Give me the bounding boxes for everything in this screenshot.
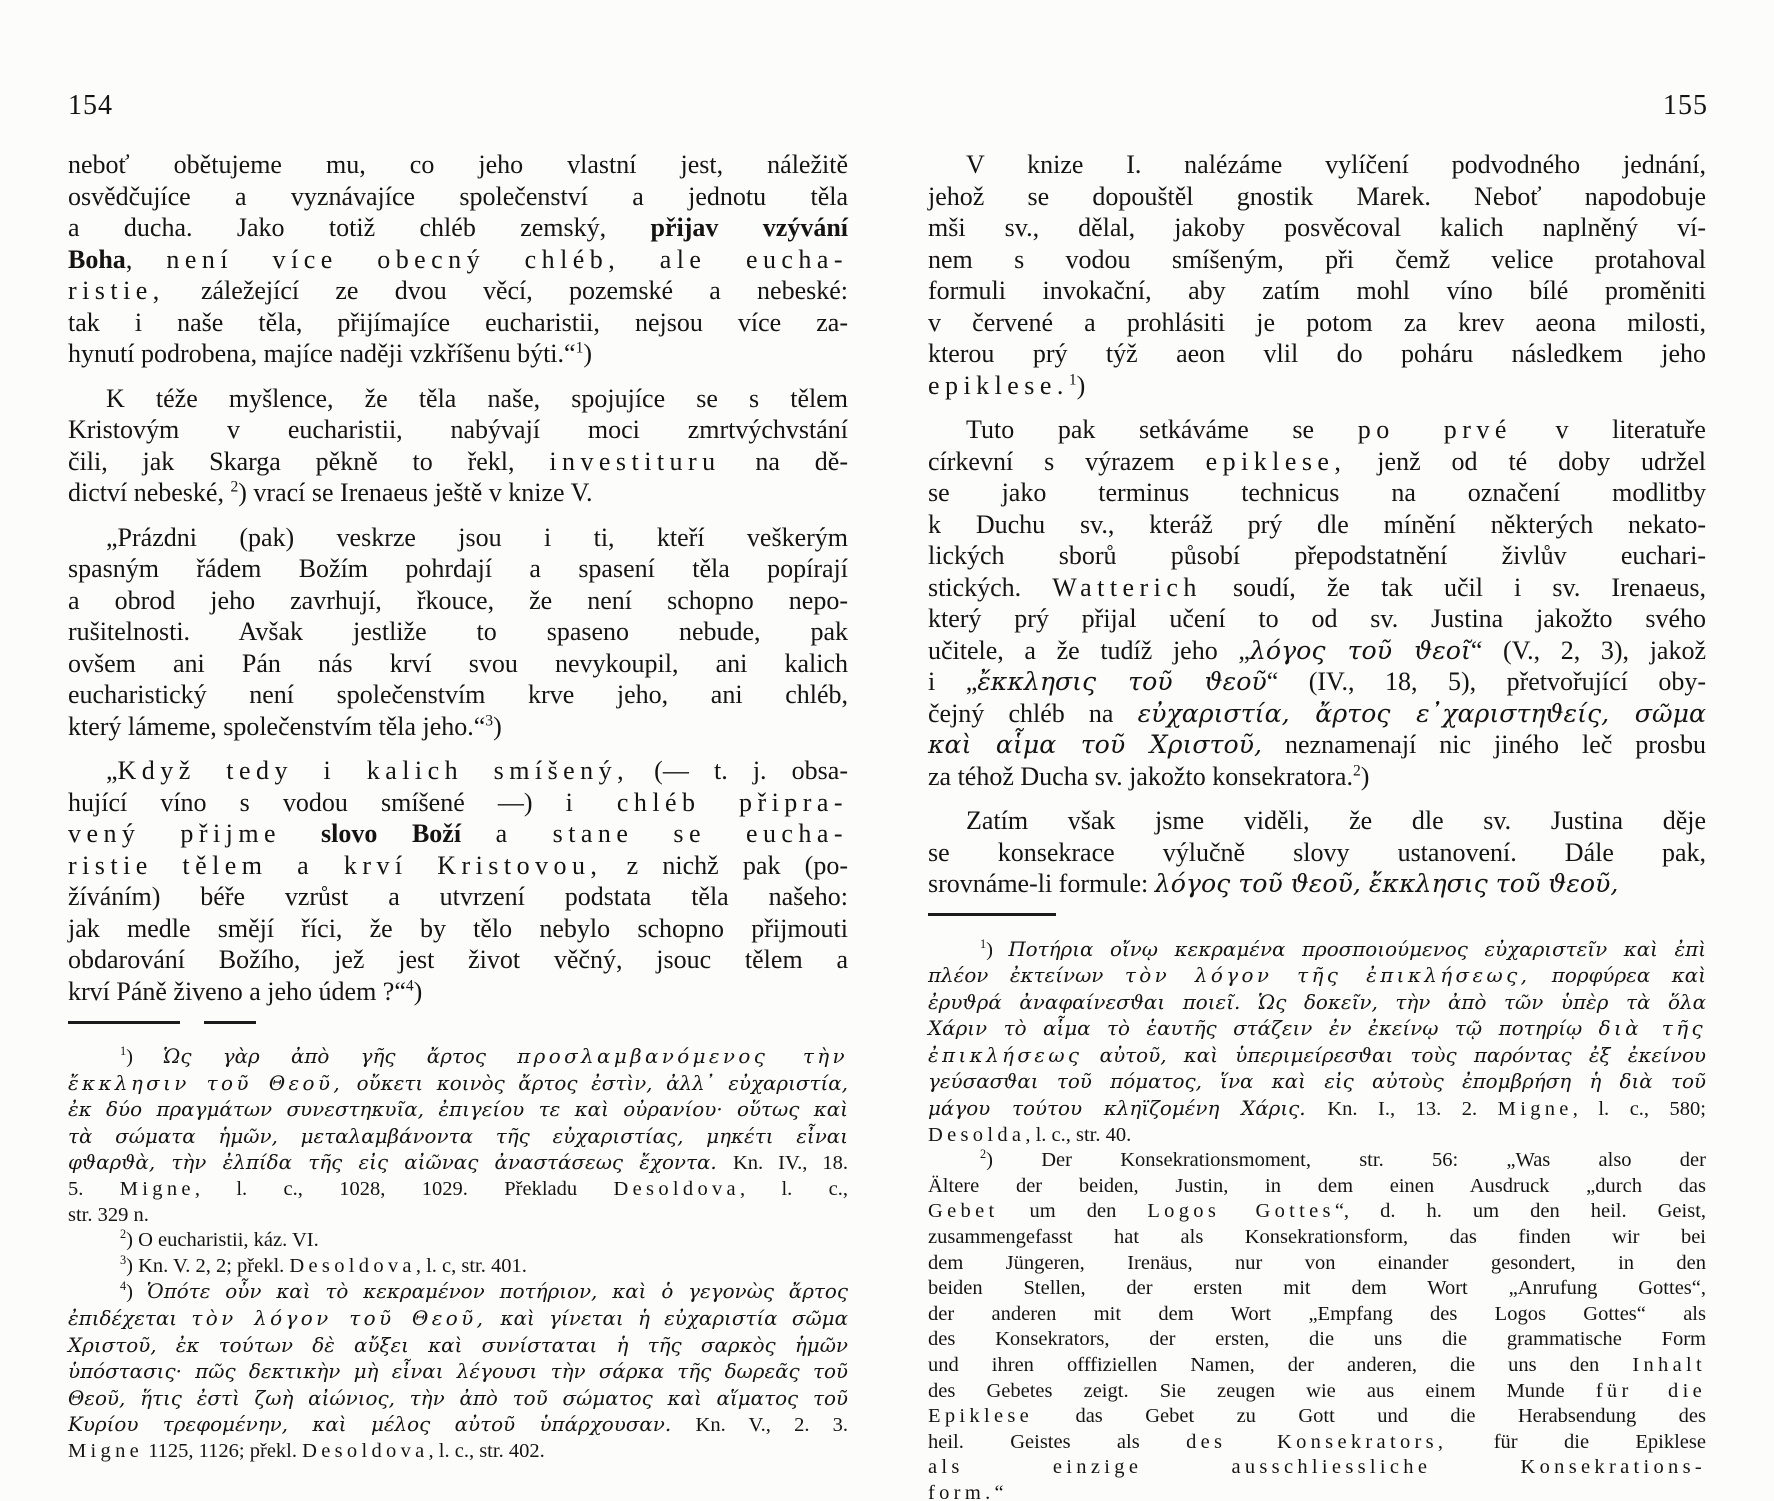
text-segment: Boha [68,244,126,274]
greek-text: αὐτοῦ, καὶ ὑπεριμείρεσϑαι τοὺς παρόντας ἐξ ἐκείνου [1082,1043,1706,1067]
text-segment: čejný chléb na [928,698,1138,728]
text-segment: ) [1076,370,1086,400]
footnotes-block [68,1044,848,1465]
text-segment: Migne [68,1439,144,1462]
greek-text: καὶ αἷμα τοῦ Χριστοῦ, [928,730,1263,759]
text-line [928,212,1706,244]
text-segment: k Duchu sv., kteráž prý dle mínění některých nekato- [928,509,1706,539]
text-segment: Desoldova [613,1177,740,1200]
footnote-ref: 4 [405,976,414,994]
greek-text: πλέον ἐκτείνων [928,964,1125,988]
footnote [68,1279,848,1464]
text-segment: str. 329 n. [68,1203,149,1226]
text-segment: neboť obětujeme mu, co jeho vlastní jest, náležitě [68,150,848,179]
footnote [928,1148,1706,1501]
greek-text: μάγου τούτου κληϊζομένη Χάρις. [928,1097,1328,1121]
text-segment: des Konsekrators, der ersten, die uns die grammatische Form [928,1328,1706,1351]
text-segment: 5. [68,1177,120,1200]
text-line [928,1276,1706,1302]
text-line [928,149,1706,181]
text-line [928,509,1706,541]
text-line [928,868,1706,900]
text-line [928,1353,1706,1379]
text-line [928,1225,1706,1251]
text-segment: formuli invokační, aby zatím mohl víno bílé proměniti [928,276,1706,305]
text-segment: není více obecný chléb, ale eucha- [166,244,848,274]
paragraph [928,414,1706,792]
text-line [68,648,848,680]
text-segment: als einzige ausschliessliche Konsekrations- [928,1456,1706,1479]
text-line [928,1302,1706,1328]
text-segment: lických sborů působí přepodstatnění živlův euchari- [928,541,1706,570]
greek-text: καὶ γίνεται ἡ εὐχαριστία σῶμα [486,1306,848,1330]
text-line [928,635,1706,667]
text-segment: , l. c, str. 401. [415,1254,527,1277]
text-line [68,149,848,181]
text-segment: form.“ [928,1481,1008,1501]
greek-text: ὑπόστασις· πῶς δεκτικὴν μὴ εἶναι λέγουσι τὴν σάρκα τῆς δωρεᾶς τοῦ [68,1360,848,1384]
text-line [68,1333,848,1360]
paragraph [928,805,1706,900]
text-segment: “ (IV., 18, 5), přetvořující oby- [1266,667,1707,696]
text-line [928,1251,1706,1277]
greek-text: προσλαμβανόμενος τὴν [517,1045,849,1068]
text-line [928,1016,1706,1043]
text-segment: stických. [928,572,1053,602]
text-segment: heil. Geistes als [928,1430,1187,1453]
footnote [928,937,1706,1149]
text-line [68,1306,848,1333]
footnote-separator [928,913,1706,917]
text-line [928,805,1706,837]
text-segment: Kn. V., 2. 3. [695,1414,848,1437]
greek-text: Κυρίου τρεφομένην, καὶ μέλος αὐτοῦ ὑπάρχουσαν. [68,1413,696,1437]
text-line [928,1043,1706,1070]
text-line [928,963,1706,990]
text-line [68,1150,848,1177]
text-segment: Inhalt [1632,1354,1706,1376]
text-line [928,370,1706,402]
text-line [928,1455,1706,1481]
text-segment: um den [998,1200,1148,1223]
greek-text: τὸν λόγον τῆς ἐπικλήσεως, [1124,964,1531,988]
text-line [928,244,1706,276]
text-segment: přijav vzývání [650,213,849,242]
text-segment: osvědčujíce a vyznávajíce společenství a jednotu těla [68,181,848,211]
text-segment: hující víno s vodou smíšené —) [68,787,566,817]
text-segment: (— t. j. obsa- [629,756,848,785]
text-line [68,275,848,307]
text-line [928,761,1706,793]
text-segment: žíváním) béře vzrůst a utvrzení podstata těla našeho: [68,882,848,911]
text-line [68,850,848,882]
text-segment: Kn. IV., 18. [732,1152,848,1175]
footnote-ref: 2 [980,1147,987,1162]
text-segment: ovšem ani Pán nás krví svou nevykoupil, ani kalich [68,648,848,678]
text-segment: v literatuře [1511,415,1706,444]
text-line [68,711,848,743]
text-line [68,976,848,1008]
text-line [928,1481,1706,1501]
text-line [68,383,848,415]
paragraph [928,149,1706,401]
text-line [928,1096,1706,1123]
greek-text: ἐρυϑρά ἀναφαίνεσϑαι ποιεῖ. Ὡς δοκεῖν, τὴν ἀπὸ τῶν ὑπὲρ τὰ ὅλα [928,990,1706,1014]
footnote-ref: 4 [120,1279,127,1294]
text-segment: des Konsekrators, [1186,1430,1448,1453]
text-line [928,338,1706,370]
text-line [68,477,848,509]
paragraph [68,383,848,509]
text-segment: ) [126,1281,147,1304]
footnote-ref: 2 [230,478,239,496]
separator-dash [68,1021,180,1024]
footnote [68,1254,848,1280]
text-segment: srovnáme-li formule: [928,869,1155,898]
text-line [68,616,848,648]
text-segment: z nichž pak (po- [602,850,848,880]
text-segment: učitele, a že tudíž jeho „ [928,635,1250,665]
footnotes-block [928,937,1706,1501]
text-segment: a ducha. Jako totiž chléb zemský, [68,213,651,242]
greek-text: ἔκκλησιν τοῦ Θεοῦ, [68,1071,344,1095]
text-segment: des Gebetes zeigt. Sie zeugen wie aus einem Munde [928,1379,1596,1402]
text-line [928,477,1706,509]
text-segment: krví Páně živeno a jeho údem ?“ [68,976,406,1006]
text-line [68,787,848,819]
text-segment: , l. c., [739,1177,849,1200]
text-segment: i „ [928,667,978,696]
greek-text: οὔκετι κοινὸς ἄρτος ἐστὶν, ἀλλ᾽ εὐχαριστία, [343,1071,848,1095]
text-segment: , l. c., 1028, 1029. Překladu [194,1177,614,1200]
text-segment: Když tedy i kalich smíšený, [117,756,630,785]
footnote-ref: 3 [485,711,494,729]
greek-text: Ποτήρια οἴνῳ κεκραμένα προσποιούμενος εὐχαριστεῖν καὶ ἐπὶ [1008,937,1707,961]
text-line [928,1379,1706,1405]
text-segment: nem s vodou smíšeným, při čemž velice protahoval [928,244,1706,274]
text-line [68,944,848,976]
greek-text: Χριστοῦ, ἐκ τούτων δὲ αὔξει καὶ συνίσταται ἡ τῆς σαρκὸς ἡμῶν [68,1333,848,1357]
text-line [68,679,848,711]
text-segment: epiklese, [1205,446,1347,476]
text-segment: Zatím však jsme viděli, že dle sv. Justina děje [966,806,1706,835]
text-segment: zusammengefasst hat als Konsekrationsform, das finden wir bei [928,1226,1706,1249]
text-line [928,1404,1706,1430]
footnote-ref: 1 [1068,370,1077,388]
text-segment: spasným řádem Božím pohrdají a spasení těla popírají [68,554,848,583]
text-line [928,275,1706,307]
text-segment: ) Der Konsekrationsmoment, str. 56: „Was also der [986,1149,1706,1172]
text-line [68,1044,848,1071]
greek-text: Ὁπότε οὖν καὶ τὸ κεκραμένον ποτήριον, καὶ ὁ γεγονὼς ἄρτος [146,1280,849,1304]
text-segment: der anderen mit dem Wort „Empfang des Logos Gottes“ als [928,1302,1706,1325]
text-segment: epiklese. [928,370,1069,400]
text-segment: ) [1360,761,1370,791]
text-segment: Logos Gottes [1147,1200,1335,1223]
footnote-ref: 2 [120,1227,127,1242]
text-segment: und ihren offfiziellen Namen, der anderen, die uns den [928,1354,1633,1376]
greek-text: πορφύρεα καὶ [1530,964,1706,988]
text-segment: neznamenají nic jiného leč prosbu [1262,730,1706,759]
text-segment: mši sv., dělal, jakoby posvěcoval kalich naplněný ví- [928,213,1706,242]
text-segment: Migne [119,1177,195,1200]
text-segment: für die Epiklese [1447,1430,1706,1453]
text-segment: für die [1595,1379,1706,1402]
text-segment: slovo Boží [321,819,462,848]
text-segment: , l. c., 580; [1572,1098,1707,1121]
text-line [928,1430,1706,1456]
text-segment: Desoldova [302,1439,429,1462]
text-line [68,446,848,478]
text-segment: čili, jak Skarga pěkně to řekl, [68,446,550,476]
text-segment: za téhož Ducha sv. jakožto konsekratora. [928,761,1353,791]
text-segment: investituru [549,446,721,476]
text-line [928,666,1706,698]
greek-text: ἐπικλήσεως [928,1043,1083,1067]
text-line [68,818,848,850]
greek-text: τὸν λόγον τοῦ Θεοῦ, [191,1306,487,1330]
text-segment: eucharistický není společenstvím krve jeho, ani chléb, [68,680,848,709]
paragraph [68,149,848,370]
text-line [68,881,848,913]
text-segment: rušitelnosti. Avšak jestliže to spaseno nebude, pak [68,617,848,646]
text-line [68,1124,848,1151]
text-segment: církevní s výrazem [928,446,1206,476]
text-segment: ristie, [68,276,165,305]
text-line [68,1228,848,1254]
greek-text: Θεοῦ, ἥτις ἐστὶ ζωὴ αἰώνιος, τὴν ἀπὸ τοῦ σώματος καὶ αἵματος τοῦ [68,1386,848,1410]
text-segment: a obrod jeho zavrhují, řkouce, že není schopno nepo- [68,585,848,615]
text-segment: Epiklese [928,1405,1034,1428]
greek-text: ἐκ δύο πραγμάτων συνεστηκυῖα, ἐπιγείου τε καὶ οὐρανίου· οὕτως καὶ [68,1098,848,1122]
text-segment: Watterich [1052,572,1202,602]
text-line [68,181,848,213]
footnote [68,1228,848,1254]
text-line [68,307,848,339]
paragraph [68,755,848,1007]
text-segment: Desolda [928,1123,1026,1146]
text-segment: ristie tělem a krví Kristovou, [68,850,603,880]
text-segment: ) vrací se Irenaeus ještě v knize V. [238,478,593,507]
text-line [68,244,848,276]
text-line [68,755,848,787]
text-segment: dictví nebeské, [68,478,231,507]
greek-text: τὰ σώματα ἡμῶν, μεταλαμβάνοντα τῆς εὐχαριστίας, μηκέτι εἶναι [68,1124,848,1148]
text-segment: 1125, 1126; překl. [143,1439,303,1462]
footnote [68,1044,848,1228]
text-segment: beiden Stellen, der ersten mit dem Wort „Anrufung Gottes“, [928,1277,1706,1300]
text-segment: se konsekrace výlučně slovy ustanovení. Dále pak, [928,837,1706,867]
text-segment: V knize I. nalézáme vylíčení podvodného jednání, [966,150,1706,179]
text-segment: hynutí podrobena, majíce naději vzkříšenu býti.“ [68,339,576,368]
text-line [928,540,1706,572]
text-segment: , l. c., str. 40. [1025,1123,1132,1146]
text-segment: ) O eucharistii, káz. VI. [126,1229,319,1252]
text-line [68,338,848,370]
greek-text: λόγος τοῦ ϑεοῦ, ἔκκλησις τοῦ ϑεοῦ, [1154,869,1619,898]
text-line [68,1097,848,1124]
greek-text: διὰ τῆς [1598,1017,1706,1041]
text-line [68,1279,848,1306]
text-line [68,522,848,554]
greek-text: γεύσασϑαι τοῦ πόματος, ἵνα καὶ εἰς αὐτοὺς ἐπομβρήση ἡ διὰ τοῦ [928,1070,1706,1094]
text-segment: tak i naše těla, přijímajíce eucharistii, nejsou více za- [68,307,848,337]
text-segment: “ (V., 2, 3), jakož [1470,635,1706,665]
text-segment: ) [986,938,1009,961]
text-segment: ) Kn. V. 2, 2; překl. [126,1254,290,1277]
text-line [928,837,1706,869]
greek-text: εὐχαριστία, ἄρτος ε᾽χαριστηϑείς, σῶμα [1137,698,1706,728]
text-line [68,913,848,945]
text-line [68,1359,848,1386]
greek-text: λόγος τοῦ ϑεοῖ [1249,635,1471,665]
text-segment: jak medle smějí říci, že by tělo nebylo schopno přijmouti [68,913,848,943]
text-line [68,1254,848,1280]
text-segment: vený přijme [68,819,322,848]
text-line [928,937,1706,964]
text-line [68,585,848,617]
text-segment: a stane se eucha- [495,819,849,848]
text-segment: , l. c., str. 402. [428,1439,545,1462]
text-segment: ) [583,339,593,368]
text-segment: das Gebet zu Gott und die Herabsendung des [1033,1405,1706,1428]
separator-dash [928,913,1056,916]
text-segment: i chléb připra- [565,787,848,817]
text-line [928,1327,1706,1353]
text-segment: v červené a prohlásiti je potom za krev aeona milosti, [928,307,1706,337]
text-line [928,1069,1706,1096]
text-segment: který lámeme, společenstvím těla jeho.“ [68,711,486,741]
greek-text: φϑαρϑὰ, τὴν ἐλπίδα τῆς εἰς αἰῶνας ἀναστάσεως ἔχοντα. [68,1151,733,1175]
text-segment: Kn. I., 13. 2. [1327,1098,1498,1121]
text-segment: ) [493,711,502,741]
page-155-text-column [928,149,1706,1501]
text-line [68,1412,848,1439]
text-segment: se jako terminus technicus na označení modlitby [928,478,1706,507]
text-line [68,1177,848,1203]
text-line [68,414,848,446]
text-segment: jenž od té doby udržel [1346,446,1706,476]
text-segment: dem Jüngeren, Irenäus, nur von einander gesondert, in den [928,1251,1706,1274]
text-segment: který prý přijal učení to od sv. Justina jakožto svého [928,604,1706,633]
greek-text: Χάριν τὸ αἷμα τὸ ἑαυτῆς στάζειν ἐν ἐκείνῳ τῷ ποτηρίῳ [928,1017,1599,1041]
text-segment: na dě- [720,446,848,476]
text-line [68,212,848,244]
text-segment: Ältere der beiden, Justin, in dem einen Ausdruck „durch das [928,1174,1706,1197]
text-line [68,1439,848,1465]
text-segment: ) [413,976,423,1006]
text-line [68,553,848,585]
greek-text: Ὡς γὰρ ἀπὸ γῆς ἄρτος [163,1045,518,1068]
text-line [928,572,1706,604]
page-number-left: 154 [68,90,113,121]
greek-text: ἔκκλησις τοῦ ϑεοῦ [977,667,1267,696]
text-segment: soudí, že tak učil i sv. Irenaeus, [1201,572,1706,602]
text-line [928,307,1706,339]
footnote-ref: 1 [980,936,987,951]
text-line [928,1199,1706,1225]
footnote-separator [68,1020,848,1024]
text-segment [461,819,496,848]
text-line [68,1071,848,1098]
footnote-ref: 1 [575,339,584,357]
page-number-right: 155 [1663,90,1708,121]
text-segment: “, d. h. um den heil. Geist, [1334,1200,1707,1223]
text-segment: ) [126,1046,164,1068]
text-segment: Desoldova [289,1254,416,1277]
text-line [928,698,1706,730]
text-segment: , [125,244,167,274]
paragraph [68,522,848,743]
text-segment: záležející ze dvou věcí, pozemské a nebeské: [164,276,848,305]
text-segment: Migne [1497,1098,1573,1121]
text-segment: Gebet [928,1200,999,1223]
text-line [928,1174,1706,1200]
text-line [928,414,1706,446]
text-line [928,729,1706,761]
text-segment: jehož se dopouštěl gnostik Marek. Neboť napodobuje [928,181,1706,211]
text-line [928,446,1706,478]
text-line [928,181,1706,213]
text-segment: Tuto pak setkáváme se [966,415,1358,444]
page-154-text-column [68,149,848,1465]
text-segment: obdarování Božího, jež jest život věčný, jsouc tělem a [68,945,848,974]
text-segment: kterou prý týž aeon vlil do poháru následkem jeho [928,339,1706,368]
footnote-ref: 3 [120,1252,127,1267]
text-segment: „Prázdni (pak) veskrze jsou i ti, kteří veškerým [106,522,848,552]
text-line [928,990,1706,1017]
text-segment: K téže myšlence, že těla naše, spojujíce se s tělem [106,383,848,413]
text-segment: „ [106,756,118,785]
text-line [68,1386,848,1413]
text-segment: po prvé [1357,415,1512,444]
footnote-ref: 1 [120,1044,127,1059]
text-line [928,603,1706,635]
separator-dash [204,1021,256,1024]
text-segment: Kristovým v eucharistii, nabývají moci zmrtvýchvstání [68,415,848,444]
text-line [928,1148,1706,1174]
text-line [928,1123,1706,1149]
footnote-ref: 2 [1352,761,1361,779]
greek-text: ἐπιδέχεται [68,1306,192,1330]
text-line [68,1203,848,1229]
